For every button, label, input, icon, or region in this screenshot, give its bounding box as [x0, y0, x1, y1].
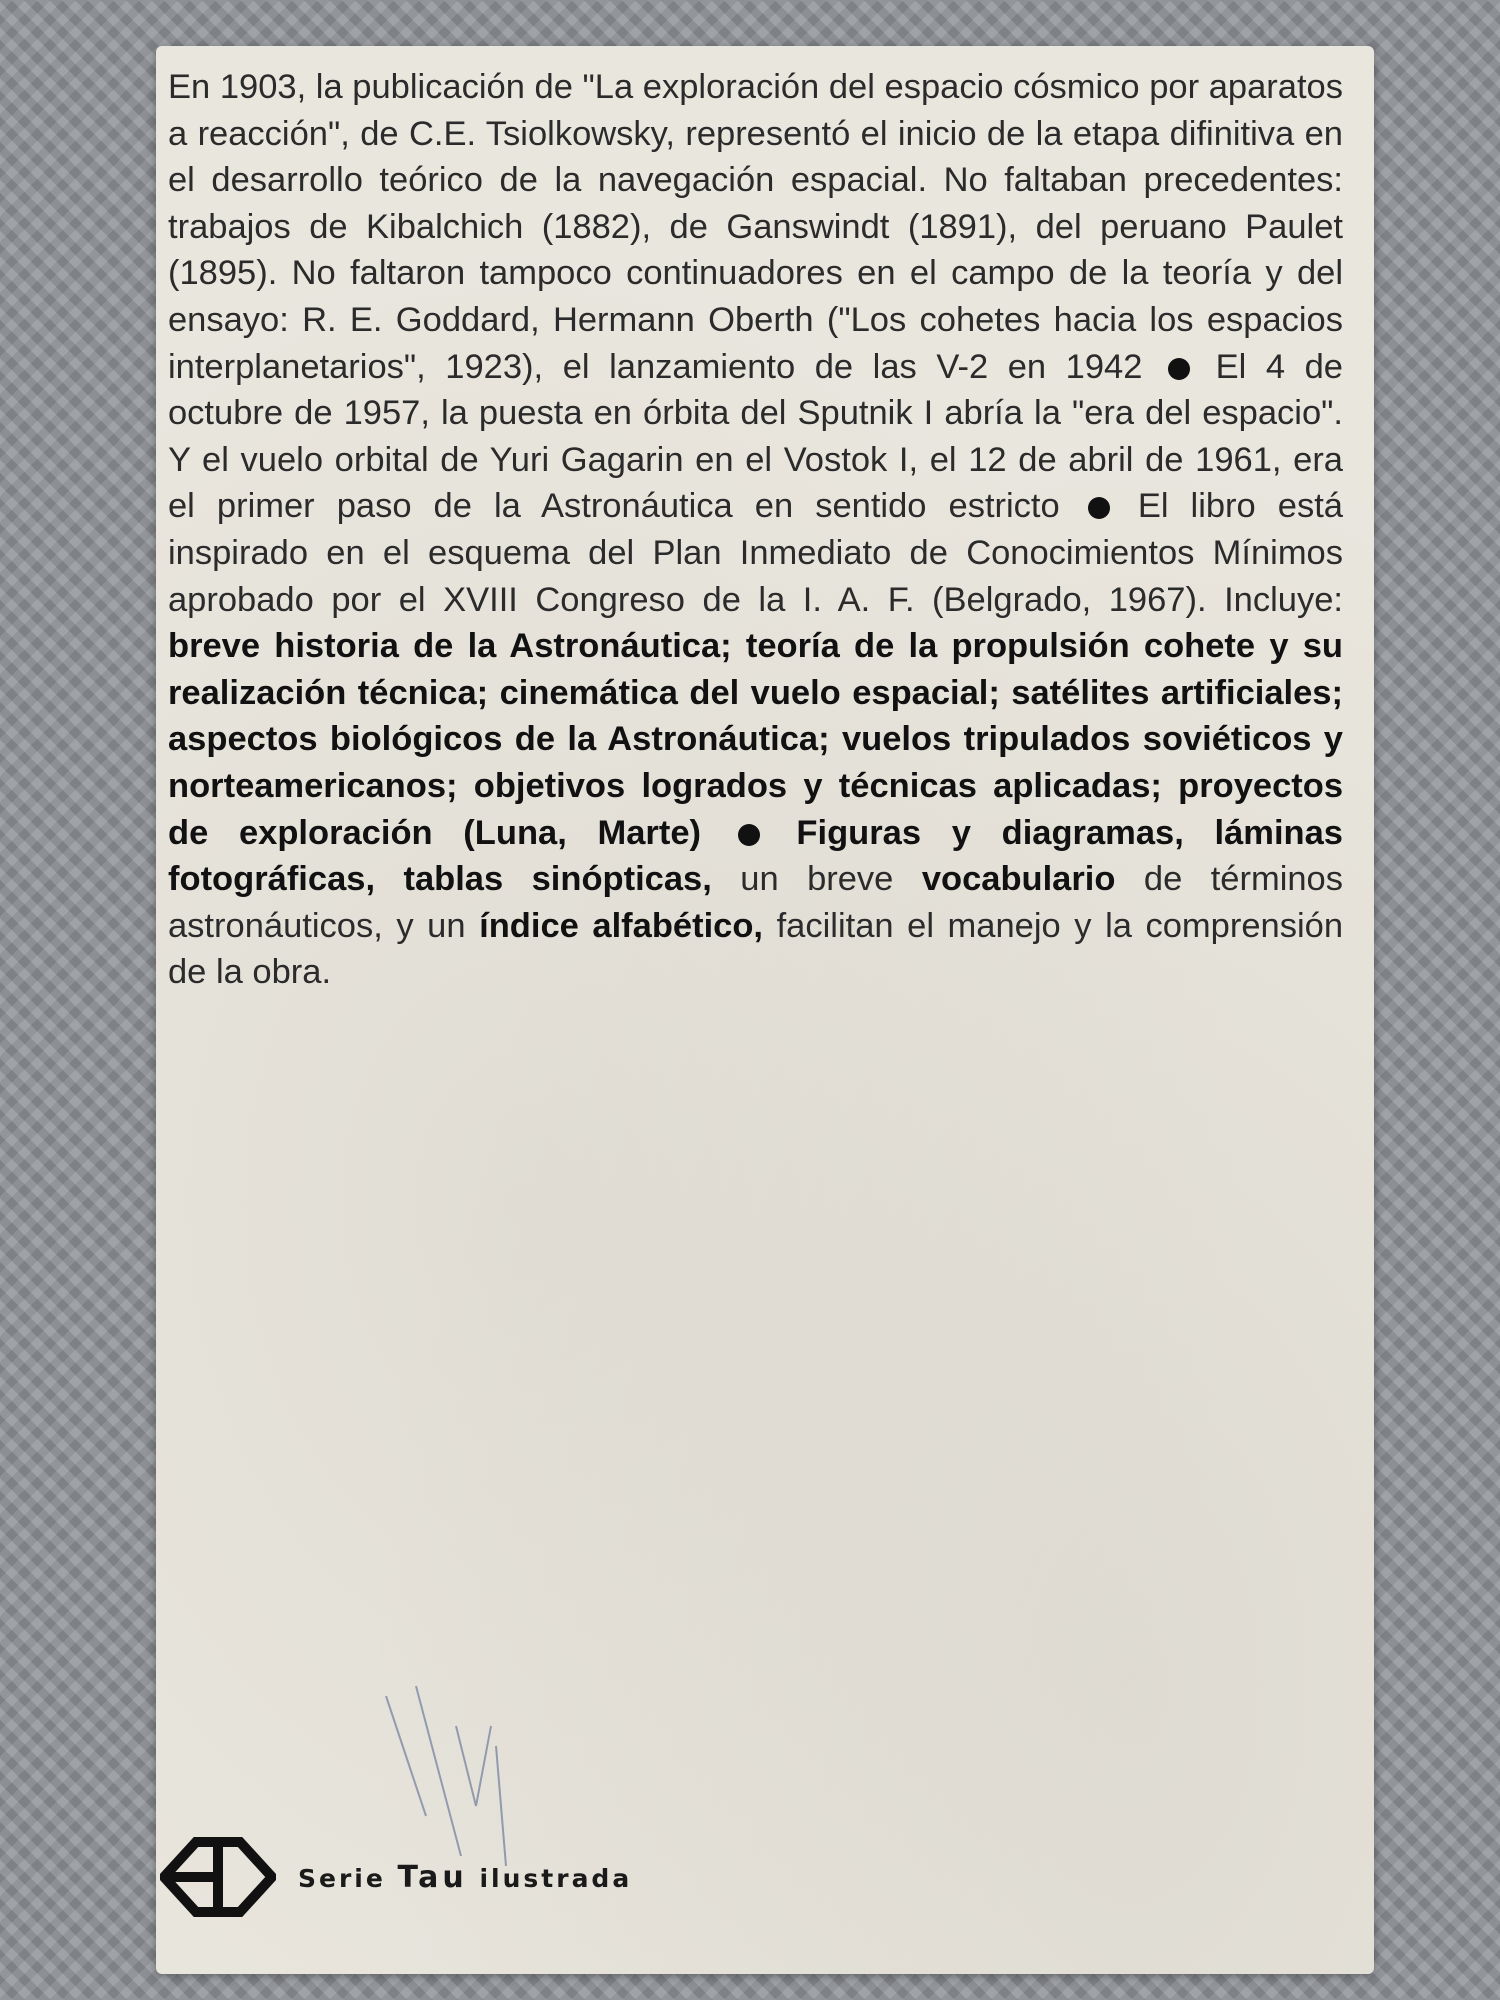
series-title-tau: Tau: [397, 1860, 468, 1895]
blurb-text-terminos: de términos astronáuticos, y un: [168, 860, 1343, 945]
series-name: [298, 1860, 632, 1895]
blurb-text-un-breve: un breve: [740, 860, 894, 899]
blurb-contents-bold: breve historia de la Astronáutica; teoría de la propulsión cohete y su realización técnica; cinemática del vuelo espacial; satélites artificiales; aspectos biológicos de la Astronáutica; vuelos tripulados soviéticos y norteamericanos; objetivos logrados y técnicas aplicadas; proyectos de exploración (Luna, Marte): [168, 627, 1343, 852]
blurb-indice-bold: índice alfabético,: [479, 906, 764, 945]
back-cover-blurb: [168, 64, 1343, 996]
blurb-book-scope-text: El libro está inspirado en el esquema del Plan Inmediato de Conocimientos Mínimos aprobado por el XVIII Congreso de la I. A. F. (Belgrado, 1967). Incluye:: [168, 487, 1343, 619]
series-prefix: Serie: [298, 1864, 386, 1893]
blurb-vocabulario-bold: vocabulario: [921, 860, 1116, 899]
bullet-dot-icon: [738, 824, 760, 846]
bullet-dot-icon: [1088, 497, 1110, 519]
bullet-dot-icon: [1168, 358, 1190, 380]
eo-publisher-logo-icon: [160, 1832, 276, 1922]
blurb-figures-bold: Figuras y diagramas, láminas fotográficas, tablas sinópticas,: [168, 813, 1343, 899]
publisher-imprint: [160, 1832, 860, 1922]
book-back-cover: [156, 46, 1374, 1974]
series-suffix: ilustrada: [479, 1864, 633, 1893]
blurb-closing-text: facilitan el manejo y la comprensión de la obra.: [168, 906, 1344, 992]
blurb-history-text: En 1903, la publicación de "La exploración del espacio cósmico por aparatos a reacción", de C.E. Tsiolkowsky, representó el inicio de la etapa difinitiva en el desarrollo teórico de la navegación espacial. No faltaban precedentes: trabajos de Kibalchich (1882), de Ganswindt (1891), del peruano Paulet (1895). No faltaron tampoco continuadores en el campo de la teoría y del ensayo: R. E. Goddard, Hermann Oberth ("Los cohetes hacia los espacios interplanetarios", 1923), el lanzamiento de las V-2 en 1942: [168, 68, 1343, 386]
blurb-space-era-text: El 4 de octubre de 1957, la puesta en órbita del Sputnik I abría la "era del espacio". Y el vuelo orbital de Yuri Gagarin en el Vostok I, el 12 de abril de 1961, era el primer paso de la Astronáutica en sentido estricto: [168, 347, 1343, 526]
